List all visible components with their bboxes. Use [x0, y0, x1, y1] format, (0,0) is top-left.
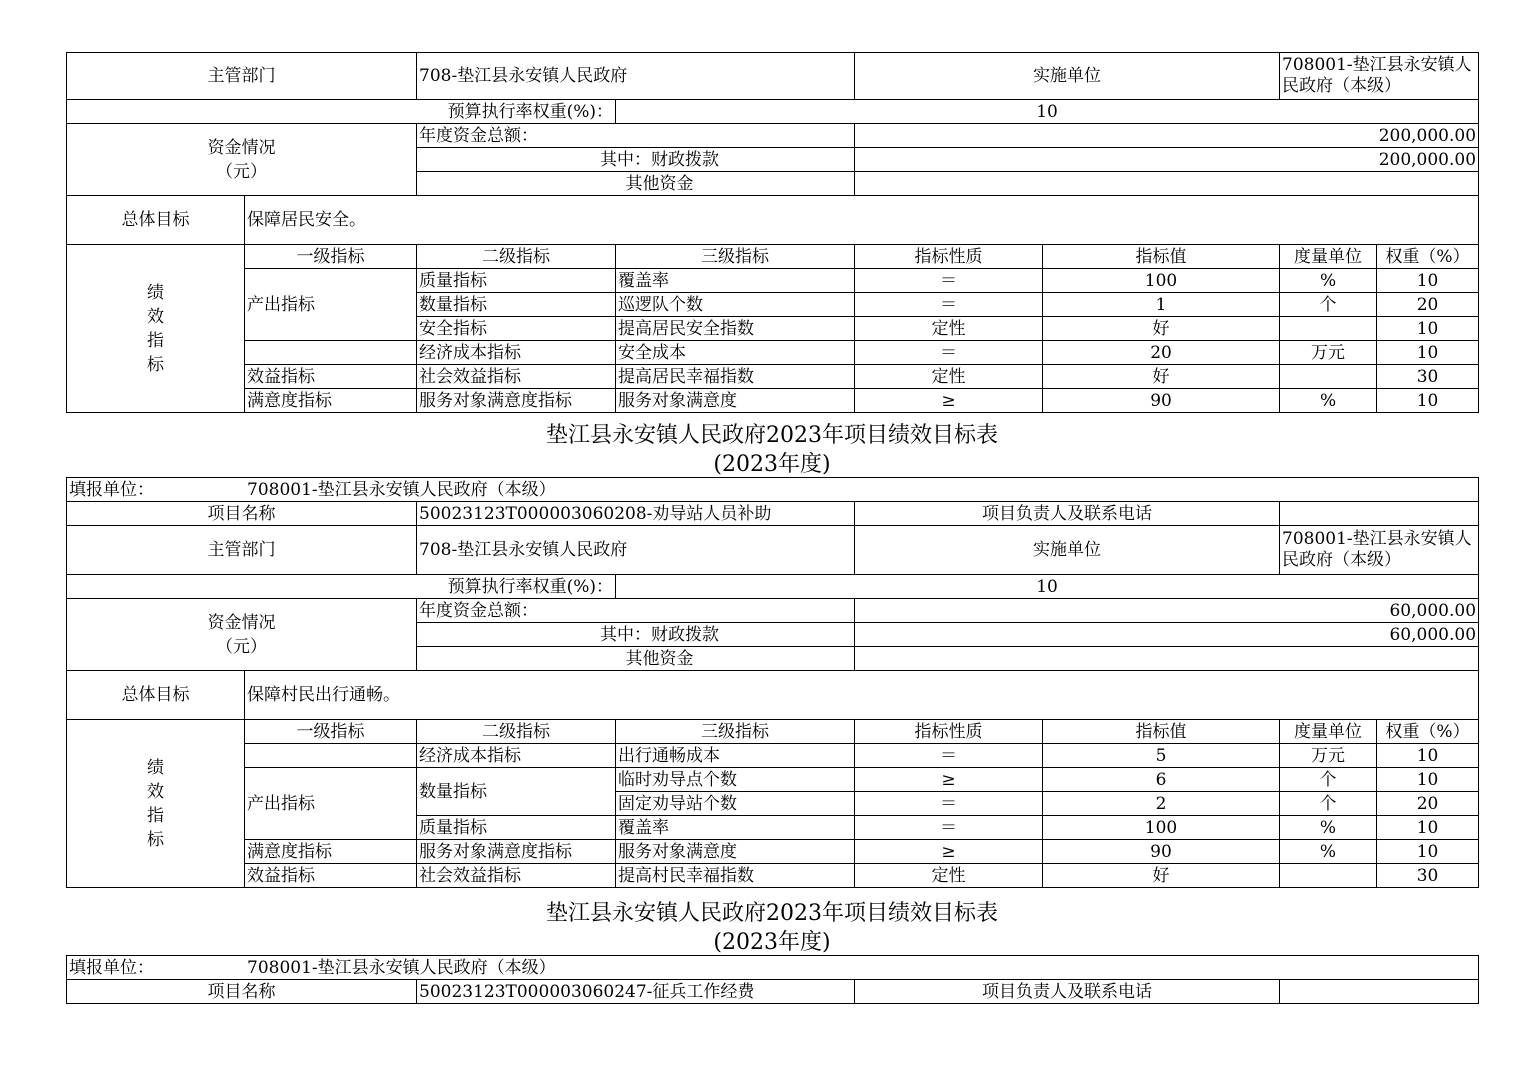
value-cell: 6 — [1043, 768, 1280, 792]
value-cell: 2 — [1043, 792, 1280, 816]
level3-cell: 巡逻队个数 — [616, 293, 855, 317]
level2-cell: 经济成本指标 — [417, 744, 616, 768]
impl-unit-label: 实施单位 — [855, 526, 1280, 575]
header-value: 指标值 — [1043, 720, 1280, 744]
table-row — [67, 768, 1479, 792]
header-value: 指标值 — [1043, 245, 1280, 269]
level3-cell: 提高居民安全指数 — [616, 317, 855, 341]
unit-cell: 万元 — [1280, 744, 1377, 768]
doc-subtitle: (2023年度) — [713, 930, 831, 955]
unit-cell — [1280, 864, 1377, 888]
header-level2: 二级指标 — [417, 720, 616, 744]
level2-cell: 安全指标 — [417, 317, 616, 341]
level3-cell: 提高居民幸福指数 — [616, 365, 855, 389]
dept-value: 708-垫江县永安镇人民政府 — [417, 526, 855, 575]
level1-cell — [245, 341, 417, 365]
contact-value — [1280, 980, 1479, 1004]
nature-cell: ＝ — [855, 816, 1043, 840]
exec-weight-value: 10 — [616, 100, 1479, 124]
fill-unit-value: 708001-垫江县永安镇人民政府（本级） — [247, 957, 556, 978]
header-level1: 一级指标 — [245, 245, 417, 269]
header-unit: 度量单位 — [1280, 720, 1377, 744]
level2-cell: 质量指标 — [417, 269, 616, 293]
exec-weight-label: 预算执行率权重(%)： — [67, 100, 616, 124]
nature-cell: 定性 — [855, 317, 1043, 341]
level2-cell: 服务对象满意度指标 — [417, 840, 616, 864]
dept-label: 主管部门 — [67, 526, 417, 575]
level1-cell: 满意度指标 — [245, 389, 417, 413]
unit-cell: % — [1280, 816, 1377, 840]
weight-cell: 20 — [1377, 792, 1479, 816]
nature-cell: ≥ — [855, 389, 1043, 413]
level3-cell: 提高村民幸福指数 — [616, 864, 855, 888]
level3-cell: 安全成本 — [616, 341, 855, 365]
level1-cell: 产出指标 — [245, 269, 417, 341]
header-level1: 一级指标 — [245, 720, 417, 744]
unit-cell: 个 — [1280, 293, 1377, 317]
unit-cell: % — [1280, 389, 1377, 413]
level3-cell: 固定劝导站个数 — [616, 792, 855, 816]
nature-cell: 定性 — [855, 864, 1043, 888]
other-funds-label: 其他资金 — [417, 647, 855, 671]
table-row — [67, 269, 1479, 293]
weight-cell: 10 — [1377, 341, 1479, 365]
unit-cell — [1280, 365, 1377, 389]
impl-unit-label: 实施单位 — [855, 53, 1280, 100]
header-weight: 权重（%） — [1377, 245, 1479, 269]
table-row — [67, 744, 1479, 768]
header-unit: 度量单位 — [1280, 245, 1377, 269]
unit-cell — [1280, 317, 1377, 341]
fiscal-value: 200,000.00 — [855, 148, 1479, 172]
contact-label: 项目负责人及联系电话 — [855, 502, 1280, 526]
fill-unit-value: 708001-垫江县永安镇人民政府（本级） — [247, 479, 556, 500]
exec-weight-value: 10 — [616, 575, 1479, 599]
weight-cell: 10 — [1377, 768, 1479, 792]
level2-cell: 社会效益指标 — [417, 864, 616, 888]
impl-unit-value: 708001-垫江县永安镇人民政府（本级） — [1280, 53, 1479, 100]
value-cell: 100 — [1043, 269, 1280, 293]
level3-cell: 服务对象满意度 — [616, 840, 855, 864]
fill-unit-row — [67, 478, 1479, 502]
perf-indicator-text: 绩效指标 — [147, 282, 164, 375]
header-level2: 二级指标 — [417, 245, 616, 269]
level3-cell: 服务对象满意度 — [616, 389, 855, 413]
header-level3: 三级指标 — [616, 245, 855, 269]
header-weight: 权重（%） — [1377, 720, 1479, 744]
fill-unit-row — [67, 956, 1479, 980]
value-cell: 90 — [1043, 389, 1280, 413]
level2-cell: 服务对象满意度指标 — [417, 389, 616, 413]
impl-unit-value: 708001-垫江县永安镇人民政府（本级） — [1280, 526, 1479, 575]
table-row — [67, 389, 1479, 413]
level1-cell: 效益指标 — [245, 365, 417, 389]
perf-indicator-text: 绩效指标 — [147, 757, 164, 850]
nature-cell: 定性 — [855, 365, 1043, 389]
doc-title: 垫江县永安镇人民政府2023年项目绩效目标表 — [546, 901, 998, 926]
funds-label: 资金情况 （元） — [67, 124, 417, 196]
project-name-value: 50023123T000003060247-征兵工作经费 — [417, 980, 855, 1004]
value-cell: 好 — [1043, 317, 1280, 341]
weight-cell: 10 — [1377, 744, 1479, 768]
fiscal-label: 其中：财政拨款 — [417, 623, 855, 647]
table-row — [67, 365, 1479, 389]
doc-title: 垫江县永安镇人民政府2023年项目绩效目标表 — [546, 423, 998, 448]
value-cell: 90 — [1043, 840, 1280, 864]
annual-total-value: 60,000.00 — [855, 599, 1479, 623]
overall-goal-text: 保障村民出行通畅。 — [245, 671, 1479, 720]
fill-unit-label: 填报单位： — [69, 957, 154, 978]
header-nature: 指标性质 — [855, 245, 1043, 269]
other-funds-label: 其他资金 — [417, 172, 855, 196]
weight-cell: 10 — [1377, 816, 1479, 840]
level2-cell: 社会效益指标 — [417, 365, 616, 389]
other-funds-value — [855, 647, 1479, 671]
value-cell: 20 — [1043, 341, 1280, 365]
section1-table — [66, 52, 1479, 413]
unit-cell: 万元 — [1280, 341, 1377, 365]
section3-table — [66, 955, 1479, 1004]
annual-total-value: 200,000.00 — [855, 124, 1479, 148]
dept-label: 主管部门 — [67, 53, 417, 100]
overall-goal-label: 总体目标 — [67, 671, 245, 720]
contact-label: 项目负责人及联系电话 — [855, 980, 1280, 1004]
value-cell: 1 — [1043, 293, 1280, 317]
level1-cell: 产出指标 — [245, 768, 417, 840]
project-name-label: 项目名称 — [67, 980, 417, 1004]
table-row — [67, 341, 1479, 365]
level1-cell — [245, 744, 417, 768]
table-row — [67, 864, 1479, 888]
annual-total-label: 年度资金总额： — [417, 124, 855, 148]
fiscal-label: 其中：财政拨款 — [417, 148, 855, 172]
funds-label: 资金情况 （元） — [67, 599, 417, 671]
section2-table — [66, 477, 1479, 888]
fiscal-value: 60,000.00 — [855, 623, 1479, 647]
nature-cell: ≥ — [855, 768, 1043, 792]
project-name-label: 项目名称 — [67, 502, 417, 526]
perf-indicator-label — [67, 720, 245, 888]
nature-cell: ＝ — [855, 341, 1043, 365]
weight-cell: 30 — [1377, 864, 1479, 888]
table-row — [67, 840, 1479, 864]
value-cell: 好 — [1043, 365, 1280, 389]
annual-total-label: 年度资金总额： — [417, 599, 855, 623]
nature-cell: ＝ — [855, 293, 1043, 317]
nature-cell: ＝ — [855, 792, 1043, 816]
level3-cell: 覆盖率 — [616, 816, 855, 840]
unit-cell: % — [1280, 269, 1377, 293]
level2-cell: 数量指标 — [417, 293, 616, 317]
exec-weight-label: 预算执行率权重(%)： — [67, 575, 616, 599]
nature-cell: ≥ — [855, 840, 1043, 864]
level3-cell: 覆盖率 — [616, 269, 855, 293]
value-cell: 5 — [1043, 744, 1280, 768]
level2-cell: 质量指标 — [417, 816, 616, 840]
dept-value: 708-垫江县永安镇人民政府 — [417, 53, 855, 100]
contact-value — [1280, 502, 1479, 526]
level2-cell: 数量指标 — [417, 768, 616, 816]
overall-goal-label: 总体目标 — [67, 196, 245, 245]
header-nature: 指标性质 — [855, 720, 1043, 744]
weight-cell: 10 — [1377, 840, 1479, 864]
perf-indicator-label — [67, 245, 245, 413]
level3-cell: 出行通畅成本 — [616, 744, 855, 768]
nature-cell: ＝ — [855, 269, 1043, 293]
level3-cell: 临时劝导点个数 — [616, 768, 855, 792]
weight-cell: 30 — [1377, 365, 1479, 389]
weight-cell: 10 — [1377, 317, 1479, 341]
header-level3: 三级指标 — [616, 720, 855, 744]
project-name-value: 50023123T000003060208-劝导站人员补助 — [417, 502, 855, 526]
overall-goal-text: 保障居民安全。 — [245, 196, 1479, 245]
unit-cell: 个 — [1280, 792, 1377, 816]
fill-unit-label: 填报单位： — [69, 479, 154, 500]
other-funds-value — [855, 172, 1479, 196]
level2-cell: 经济成本指标 — [417, 341, 616, 365]
unit-cell: 个 — [1280, 768, 1377, 792]
weight-cell: 10 — [1377, 389, 1479, 413]
nature-cell: ＝ — [855, 744, 1043, 768]
unit-cell: % — [1280, 840, 1377, 864]
value-cell: 100 — [1043, 816, 1280, 840]
doc-subtitle: (2023年度) — [713, 452, 831, 477]
weight-cell: 10 — [1377, 269, 1479, 293]
weight-cell: 20 — [1377, 293, 1479, 317]
value-cell: 好 — [1043, 864, 1280, 888]
level1-cell: 满意度指标 — [245, 840, 417, 864]
level1-cell: 效益指标 — [245, 864, 417, 888]
